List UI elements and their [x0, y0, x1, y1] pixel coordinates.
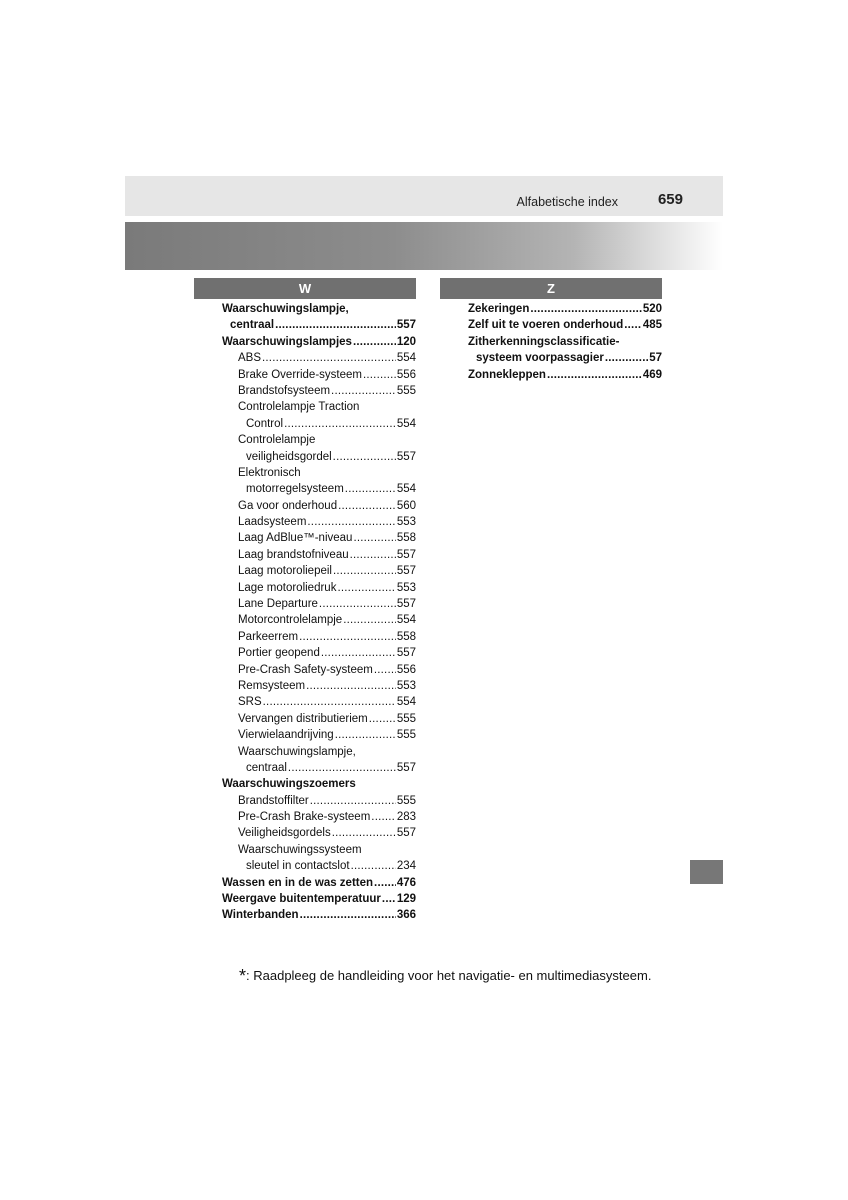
entry-page-number: 469	[642, 368, 662, 381]
entry-page-number: 554	[396, 352, 416, 365]
entry-page-number: 560	[396, 499, 416, 512]
index-column-z	[440, 278, 662, 383]
entry-page-number: 557	[396, 450, 416, 463]
entry-page-number: 129	[396, 893, 416, 906]
entry-label: Motorcontrolelampje	[238, 614, 343, 627]
entry-label: centraal	[230, 319, 275, 332]
index-entry	[194, 334, 416, 350]
index-column-w	[194, 278, 416, 924]
dot-leader	[274, 317, 396, 333]
index-entry	[440, 350, 662, 366]
entry-page-number: 120	[396, 335, 416, 348]
entry-label: Pre-Crash Safety-systeem	[238, 663, 373, 676]
entry-label: motorregelsysteem	[246, 483, 344, 496]
entry-label: Lage motoroliedruk	[238, 581, 337, 594]
entry-page-number: 558	[396, 630, 416, 643]
footnote	[239, 966, 651, 987]
entry-label: Waarschuwingszoemers	[222, 778, 356, 791]
entry-page-number: 366	[396, 909, 416, 922]
entry-page-number: 485	[642, 319, 662, 332]
dot-leader	[318, 596, 396, 612]
entry-label: Laag brandstofniveau	[238, 548, 349, 561]
dot-leader	[320, 645, 396, 661]
entry-label: Waarschuwingslampje,	[238, 745, 356, 758]
entry-page-number: 554	[396, 483, 416, 496]
entry-label: SRS	[238, 696, 262, 709]
header-band	[125, 176, 723, 216]
index-entry	[194, 744, 416, 760]
entry-label: Waarschuwingslampje,	[222, 302, 349, 315]
index-entry	[194, 350, 416, 366]
entry-label: Waarschuwingslampjes	[222, 335, 352, 348]
entry-page-number: 557	[396, 647, 416, 660]
entry-page-number: 555	[396, 384, 416, 397]
entry-page-number: 558	[396, 532, 416, 545]
entry-label: Weergave buitentemperatuur	[222, 893, 381, 906]
index-entry	[194, 694, 416, 710]
dot-leader	[334, 727, 396, 743]
entry-label: Controlelampje	[238, 434, 316, 447]
footnote-marker: *	[239, 966, 247, 986]
entry-page-number: 553	[396, 516, 416, 529]
dot-leader	[305, 678, 396, 694]
index-entry	[194, 580, 416, 596]
index-entry	[194, 793, 416, 809]
entry-label: Control	[246, 417, 284, 430]
entry-page-number: 554	[396, 614, 416, 627]
entry-label: Pre-Crash Brake-systeem	[238, 811, 371, 824]
dot-leader	[332, 449, 396, 465]
dot-leader	[373, 875, 396, 891]
index-entry	[194, 711, 416, 727]
entry-page-number: 557	[396, 319, 416, 332]
index-entry	[194, 449, 416, 465]
entry-label: Lane Departure	[238, 598, 318, 611]
entry-label: Brake Override-systeem	[238, 368, 362, 381]
index-entry	[194, 629, 416, 645]
dot-leader	[342, 612, 396, 628]
entry-page-number: 557	[396, 548, 416, 561]
index-entry	[194, 317, 416, 333]
entry-label: systeem voorpassagier	[476, 352, 604, 365]
index-entry	[194, 776, 416, 792]
entry-page-number: 57	[649, 352, 662, 365]
index-entry	[194, 367, 416, 383]
index-entry	[194, 530, 416, 546]
entry-page-number: 554	[396, 417, 416, 430]
dot-leader	[337, 498, 396, 514]
entry-page-number: 555	[396, 712, 416, 725]
dot-leader	[299, 907, 396, 923]
entry-label: centraal	[246, 761, 287, 774]
index-entry	[194, 662, 416, 678]
index-entry	[194, 907, 416, 923]
entry-label: Laag AdBlue™-niveau	[238, 532, 353, 545]
dot-leader	[283, 416, 396, 432]
index-entry	[440, 301, 662, 317]
entry-label: Wassen en in de was zetten	[222, 876, 374, 889]
dot-leader	[330, 383, 396, 399]
entry-page-number: 554	[396, 696, 416, 709]
entry-label: Winterbanden	[222, 909, 299, 922]
entry-page-number: 557	[396, 827, 416, 840]
index-entry	[194, 465, 416, 481]
index-entry	[194, 301, 416, 317]
entry-label: Waarschuwingssysteem	[238, 843, 362, 856]
dot-leader	[298, 629, 396, 645]
entry-label: Zonnekleppen	[468, 368, 546, 381]
entry-page-number: 555	[396, 794, 416, 807]
dot-leader	[332, 563, 396, 579]
entry-page-number: 557	[396, 761, 416, 774]
index-entry	[194, 514, 416, 530]
index-entry	[194, 875, 416, 891]
letter-heading: W	[194, 278, 416, 299]
dot-leader	[331, 826, 396, 842]
dot-leader	[373, 662, 396, 678]
entry-label: Remsysteem	[238, 679, 306, 692]
dot-leader	[546, 367, 642, 383]
letter-heading: Z	[440, 278, 662, 299]
entry-label: Zelf uit te voeren onderhoud	[468, 319, 624, 332]
dot-leader	[262, 694, 396, 710]
entry-page-number: 283	[396, 811, 416, 824]
index-entry	[194, 498, 416, 514]
index-entry	[194, 432, 416, 448]
entry-page-number: 553	[396, 581, 416, 594]
index-entry	[194, 809, 416, 825]
index-entry	[194, 596, 416, 612]
entry-label: Controlelampje Traction	[238, 401, 360, 414]
entry-page-number: 556	[396, 663, 416, 676]
index-entry	[194, 481, 416, 497]
entry-page-number: 520	[642, 302, 662, 315]
index-entry	[440, 334, 662, 350]
index-entry	[440, 367, 662, 383]
entry-label: Zekeringen	[468, 302, 530, 315]
entry-label: Parkeerrem	[238, 630, 299, 643]
entry-label: ABS	[238, 352, 262, 365]
entry-page-number: 476	[396, 876, 416, 889]
entry-label: Ga voor onderhoud	[238, 499, 338, 512]
dot-leader	[261, 350, 396, 366]
entry-page-number: 553	[396, 679, 416, 692]
entry-label: veiligheidsgordel	[246, 450, 332, 463]
dot-leader	[352, 334, 396, 350]
entry-label: Elektronisch	[238, 466, 301, 479]
entry-label: Veiligheidsgordels	[238, 827, 331, 840]
entry-page-number: 557	[396, 598, 416, 611]
index-entry	[440, 317, 662, 333]
dot-leader	[336, 580, 395, 596]
dot-leader	[604, 350, 648, 366]
dot-leader	[287, 760, 396, 776]
dot-leader	[349, 547, 396, 563]
dot-leader	[370, 809, 396, 825]
section-title: Alfabetische index	[516, 195, 618, 209]
entry-label: Brandstofsysteem	[238, 384, 331, 397]
entry-label: Brandstoffilter	[238, 794, 309, 807]
entry-label: Laadsysteem	[238, 516, 307, 529]
entry-label: Laag motoroliepeil	[238, 565, 332, 578]
dot-leader	[362, 367, 396, 383]
index-entry	[194, 563, 416, 579]
dot-leader	[309, 793, 396, 809]
entry-page-number: 557	[396, 565, 416, 578]
index-entry	[194, 383, 416, 399]
index-entry	[194, 891, 416, 907]
entry-page-number: 555	[396, 729, 416, 742]
dot-leader	[381, 891, 396, 907]
index-entry	[194, 547, 416, 563]
dot-leader	[350, 858, 396, 874]
index-entry	[194, 842, 416, 858]
index-entry	[194, 678, 416, 694]
index-entry	[194, 858, 416, 874]
entry-label: Portier geopend	[238, 647, 320, 660]
index-entry	[194, 760, 416, 776]
dot-leader	[344, 481, 396, 497]
entry-label: Zitherkenningsclassificatie-	[468, 335, 620, 348]
entry-label: sleutel in contactslot	[246, 860, 350, 873]
entry-page-number: 234	[396, 860, 416, 873]
chapter-tab	[690, 860, 723, 884]
dot-leader	[306, 514, 395, 530]
index-entry	[194, 826, 416, 842]
entry-label: Vervangen distributieriem	[238, 712, 368, 725]
index-entry	[194, 727, 416, 743]
decorative-gradient-band	[125, 222, 723, 270]
dot-leader	[352, 530, 395, 546]
entry-label: Vierwielaandrijving	[238, 729, 334, 742]
index-entry	[194, 645, 416, 661]
index-entry	[194, 612, 416, 628]
index-entry	[194, 416, 416, 432]
entry-page-number: 556	[396, 368, 416, 381]
footnote-text: : Raadpleeg de handleiding voor het navigatie- en multimediasysteem.	[246, 968, 652, 983]
dot-leader	[529, 301, 641, 317]
page-number: 659	[657, 191, 683, 208]
index-entry	[194, 399, 416, 415]
dot-leader	[623, 317, 642, 333]
dot-leader	[368, 711, 396, 727]
